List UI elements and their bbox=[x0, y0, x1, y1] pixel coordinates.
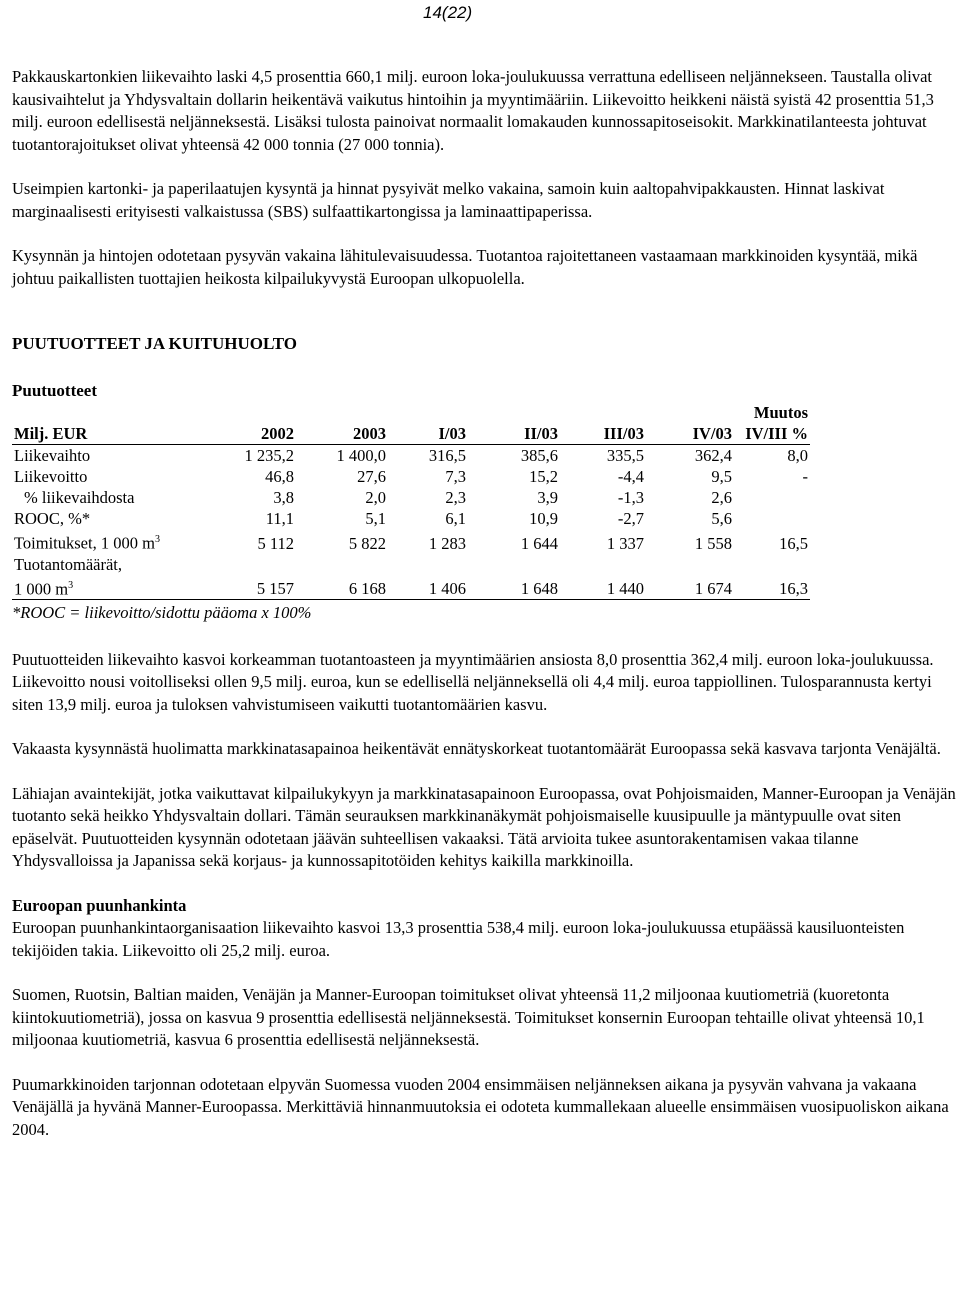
paragraph: Vakaasta kysynnästä huolimatta markkinatasapainoa heikentävät ennätyskorkeat tuotantomäärät Euroopassa sekä kasvava tarjonta Venäjältä. bbox=[12, 739, 941, 758]
row-label: Liikevaihto bbox=[14, 446, 91, 465]
row-label: Liikevoitto bbox=[14, 467, 88, 486]
table-cell: 316,5 bbox=[428, 446, 466, 465]
paragraph: Suomen, Ruotsin, Baltian maiden, Venäjän ja Manner-Euroopan toimitukset olivat yhteensä 11,2 miljoonaa kuutiometriä (kuoretonta kiintokuutiometriä), jossa on kasvua 9 prosenttia edellisestä neljänneksestä. Toimitukset konsernin Euroopan tehtaille olivat yhteensä 10,1 miljoonaa kuutiometriä, kasvua 6 prosenttia edellisestä neljänneksestä. bbox=[12, 985, 925, 1049]
row-label: ROOC, %* bbox=[14, 509, 91, 528]
table-header: Milj. EUR bbox=[12, 423, 210, 445]
table-cell: - bbox=[802, 467, 808, 486]
row-label: % liikevaihdosta bbox=[24, 488, 135, 507]
paragraph: Puumarkkinoiden tarjonnan odotetaan elpyvän Suomessa vuoden 2004 ensimmäisen neljänneksen aikana ja pysyvän vahvana ja vakaana Venäjällä ja hyvänä Manner-Euroopassa. Merkittäviä hinnanmuutoksia ei odoteta kummallekaan alueelle ensimmäisen vuosipuoliskon aikana 2004. bbox=[12, 1074, 949, 1139]
table-row bbox=[12, 529, 810, 554]
table-cell: 9,5 bbox=[711, 467, 732, 486]
table-cell: 1 406 bbox=[388, 575, 468, 600]
page-number: 14(22) bbox=[423, 3, 473, 22]
table-cell: 27,6 bbox=[357, 467, 386, 486]
section-title: PUUTUOTTEET JA KUITUHUOLTO bbox=[12, 334, 297, 353]
table-cell: 8,0 bbox=[787, 446, 808, 465]
table-cell: 2,0 bbox=[365, 488, 386, 507]
table-cell: -1,3 bbox=[617, 488, 644, 507]
table-cell: -2,7 bbox=[617, 509, 644, 528]
row-label: Toimitukset, 1 000 $m^3$ bbox=[14, 533, 160, 553]
financial-table bbox=[12, 402, 810, 600]
table-cell: 5,6 bbox=[711, 509, 732, 528]
table-row bbox=[12, 445, 810, 467]
paragraph: Useimpien kartonki- ja paperilaatujen kysyntä ja hinnat pysyivät melko vakaina, samoin kuin aaltopahvipakkausten. Hinnat laskivat marginaalisesti erityisesti valkaistussa (SBS) sulfaattikartongissa ja laminaattipaperissa. bbox=[12, 179, 885, 221]
table-cell: 6,1 bbox=[445, 509, 466, 528]
table-cell bbox=[734, 508, 810, 529]
row-label: Tuotantomäärät, bbox=[14, 554, 122, 574]
table-cell: 1 235,2 bbox=[244, 446, 294, 465]
paragraph: Lähiajan avaintekijät, jotka vaikuttavat kilpailukykyyn ja markkinatasapainoon Euroopassa, ovat Pohjoismaiden, Manner-Euroopan ja Venäjän tuotanto sekä heikko Yhdysvaltain dollari. Tämän seurauksen markkinanäkymät pohjoismaiselle kuusipuulle ja mäntypuulle ovat siten epäselvät. Puutuotteiden kysynnän odotetaan jäävän suhteellisen vakaaksi. Tätä arvioita tukee asuntorakentamisen vakaa tilanne Yhdysvalloissa ja Japanissa sekä korjaus- ja kunnossapitotöiden kehitys kaikilla markkinoilla. bbox=[12, 783, 956, 870]
table-cell: 10,9 bbox=[529, 509, 558, 528]
table-cell: 335,5 bbox=[606, 446, 644, 465]
table-cell: 5 157 bbox=[210, 575, 296, 600]
table-header: I/03 bbox=[388, 423, 468, 445]
table-cell: 2,3 bbox=[445, 488, 466, 507]
table-row bbox=[12, 487, 810, 508]
table-row bbox=[12, 466, 810, 487]
table-cell: 5,1 bbox=[365, 509, 386, 528]
table-footnote: *ROOC = liikevoitto/sidottu pääoma x 100% bbox=[12, 603, 312, 622]
table-cell bbox=[734, 487, 810, 508]
table-row bbox=[12, 554, 810, 575]
table-cell: 3,9 bbox=[537, 488, 558, 507]
table-cell: 3,8 bbox=[273, 488, 294, 507]
paragraph: Pakkauskartonkien liikevaihto laski 4,5 prosenttia 660,1 milj. euroon loka-joulukuussa verrattuna edelliseen neljännekseen. Taustalla olivat kausivaihtelut ja Yhdysvaltain dollarin heikentävä vaikutus hintoihin ja myyntimääriin. Liikevoitto heikkeni näistä syistä 42 prosenttia 51,3 milj. euroon edellisestä neljänneksestä. Lisäksi tulosta painoivat normaalit lomakauden kunnossapitoseisokit. Markkinatilanteesta johtuvat tuotantorajoitukset olivat yhteensä 42 000 tonnia (27 000 tonnia). bbox=[12, 67, 934, 154]
table-header: III/03 bbox=[560, 423, 646, 445]
table-cell: 46,8 bbox=[265, 467, 294, 486]
table-cell: 1 648 bbox=[468, 575, 560, 600]
table-cell: 5 112 bbox=[257, 533, 294, 553]
table-cell: 385,6 bbox=[520, 446, 558, 465]
table-cell: 1 337 bbox=[606, 533, 644, 553]
table-cell: 16,5 bbox=[779, 533, 808, 553]
table-cell: -4,4 bbox=[617, 467, 644, 486]
table-cell: 16,3 bbox=[734, 575, 810, 600]
paragraph: Puutuotteiden liikevaihto kasvoi korkeamman tuotantoasteen ja myyntimäärien ansiosta 8,0 prosenttia 362,4 milj. euroon loka-joulukuussa. Liikevoitto nousi voitolliseksi ollen 9,5 milj. euroa, kun se edellisellä neljänneksellä oli 4,4 milj. euroa tappiollinen. Tulosparannusta kertyi siten 13,9 milj. euroa ja tuloksen vahvistumiseen vaikutti tuotantomäärien kasvu. bbox=[12, 649, 934, 714]
row-label-continued: 1 000 $m^3$ bbox=[12, 575, 210, 600]
table-header: IV/03 bbox=[646, 423, 734, 445]
table-cell: 11,1 bbox=[265, 509, 294, 528]
table-cell: 1 674 bbox=[646, 575, 734, 600]
table-header: 2002 bbox=[210, 423, 296, 445]
table-cell: 7,3 bbox=[445, 467, 466, 486]
table-header: 2003 bbox=[296, 423, 388, 445]
table-cell: 1 558 bbox=[694, 533, 732, 553]
table-cell: 1 400,0 bbox=[336, 446, 386, 465]
table-cell: 1 283 bbox=[428, 533, 466, 553]
table-cell: 362,4 bbox=[694, 446, 732, 465]
document-body bbox=[12, 66, 958, 1141]
table-cell: 15,2 bbox=[529, 467, 558, 486]
subsection-title: Puutuotteet bbox=[12, 380, 97, 400]
table-cell: 1 440 bbox=[560, 575, 646, 600]
table-cell: 6 168 bbox=[296, 575, 388, 600]
table-row bbox=[12, 575, 810, 600]
table-header: II/03 bbox=[468, 423, 560, 445]
table-row bbox=[12, 508, 810, 529]
table-header-change-top: Muutos bbox=[753, 403, 808, 422]
table-cell: 2,6 bbox=[711, 488, 732, 507]
paragraph: Kysynnän ja hintojen odotetaan pysyvän vakaina lähitulevaisuudessa. Tuotantoa rajoitettaneen vastaamaan markkinoiden kysyntää, mikä johtuu paikallisten tuottajien heikosta kilpailukyvystä Euroopan ulkopuolella. bbox=[12, 246, 918, 288]
paragraph: Euroopan puunhankintaorganisaation liikevaihto kasvoi 13,3 prosenttia 538,4 milj. euroon loka-joulukuussa etupäässä kausiluonteisten tekijöiden takia. Liikevoitto oli 25,2 milj. euroa. bbox=[12, 918, 905, 960]
table-cell: 1 644 bbox=[520, 533, 558, 553]
table-header: IV/III % bbox=[734, 423, 810, 445]
table-cell: 5 822 bbox=[348, 533, 386, 553]
europe-heading: Euroopan puunhankinta bbox=[12, 895, 187, 915]
